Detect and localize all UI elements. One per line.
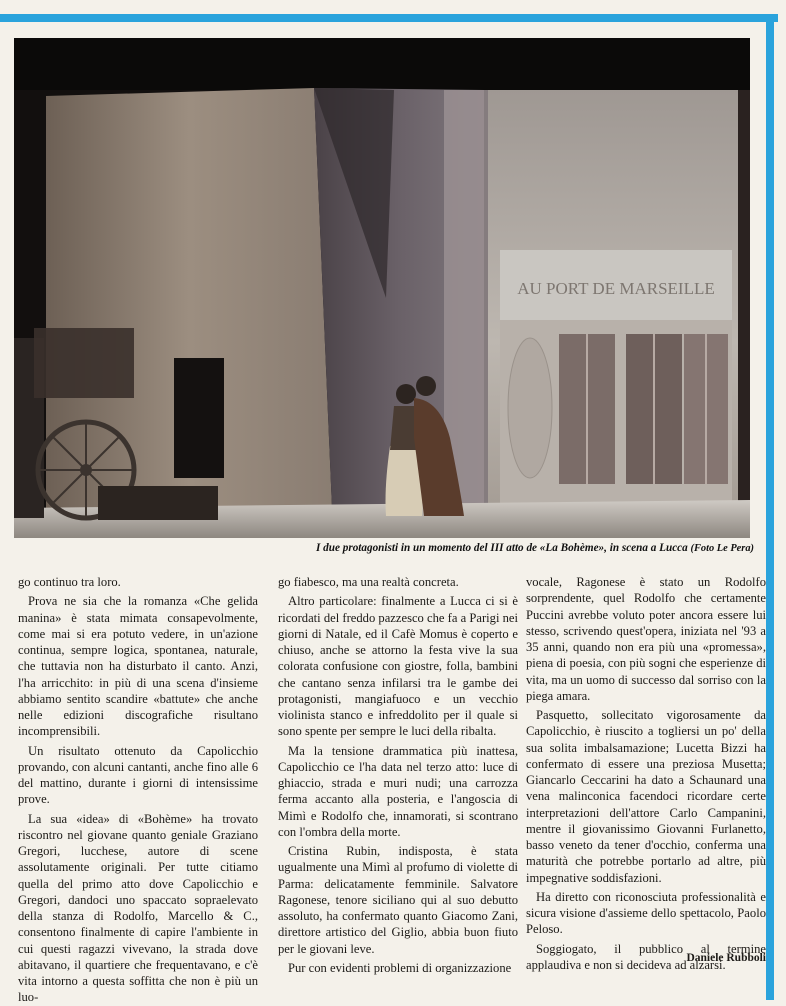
opera-stage-photo-icon bbox=[14, 38, 750, 538]
paragraph: go continuo tra loro. bbox=[18, 575, 121, 589]
blue-frame-right bbox=[766, 14, 774, 1000]
paragraph: Ma la tensione drammatica più inattesa, Capolicchio ce l'ha data nel terzo atto: luce di ghiaccio, strada e muri nudi; una carrozza ferma accanto alla posteria, e l'angoscia di Mimì e Rodolfo che, innamorati, si scontrano con l'ombra della morte. bbox=[278, 743, 518, 839]
paragraph: Pasquetto, sollecitato vigorosamente da Capolicchio, è riuscito a togliersi un po' della sua solita imbalsamazione; Lucetta Bizzi ha confermato di essere una preziosa Musetta; Giancarlo Ceccarini ha dato a Schaunard una vena malinconica facendoci ricordare certe interpretazioni dell'attore Carlo Campanini, mentre il giovanissimo Giovanni Furlanetto, basso veneto da tener d'occhio, conferma una maturità che potrebbe portarlo ad altre, più impegnative soddisfazioni. bbox=[526, 708, 766, 885]
paragraph: Altro particolare: finalmente a Lucca ci si è ricordati del freddo pazzesco che fa a Parigi nei giorni di Natale, ed il Cafè Momus è coperto e chiuso, anche se attorno la festa vive la sua colorata confusione con giostre, folla, bambini che cantano senza infilarsi tra le gambe dei protagonisti, mangiafuoco e un vecchio violinista stanco e infreddolito per il quale si sono spente per sempre le luci della ribalta. bbox=[278, 594, 518, 739]
cafe-sign-text: AU PORT DE MARSEILLE bbox=[517, 279, 715, 298]
article-column-1 bbox=[18, 574, 258, 1005]
paragraph: Pur con evidenti problemi di organizzazione bbox=[288, 960, 512, 975]
paragraph: Prova ne sia che la romanza «Che gelida manina» è stata mimata consapevolmente, come mai si era potuto vedere, in un'azione continua, sempre logica, spontanea, naturale, che tuttavia non ha disturbato il canto. Anzi, l'ha arricchito: in più di una scena d'insieme abbiamo sentito scandire «battute» che anche nelle edizioni discografiche risultano incomprensibili. bbox=[18, 594, 258, 739]
photo-credit: (Foto Le Pera) bbox=[690, 543, 754, 554]
article-column-3 bbox=[526, 574, 766, 974]
paragraph: La sua «idea» di «Bohème» ha trovato riscontro nel giovane quanto geniale Graziano Gregori, lucchese, autore di scene assolutamente originali. Per tutte citiamo quella del primo atto dove Capolicchio e Gregori, dandoci uno spaccato sopraelevato della stanza di Rodolfo, Marcello & C., consentono finalmente di capire l'ambiente in cui questi ragazzi vivevano, la strada dove abitavano, il quartiere che frequentavano, e c'è vita intorno a questa soffitta che non è più un luo- bbox=[18, 811, 258, 1005]
photo-caption bbox=[14, 542, 754, 562]
paragraph: Soggiogato, il pubblico al termine applaudiva e non si decideva ad alzarsi. bbox=[526, 941, 766, 972]
blue-frame-top bbox=[0, 14, 778, 22]
paragraph: Ha diretto con riconosciuta professionalità e sicura visione d'assieme dello spettacolo, Paolo Peloso. bbox=[526, 889, 766, 937]
article-column-2 bbox=[278, 574, 518, 974]
paragraph: vocale, Ragonese è stato un Rodolfo sorprendente, quel Rodolfo che certamente Puccini avrebbe voluto poter ancora essere lui stesso, scrivendo quest'opera, iniziata nel '93 a 35 anni, quando non era più una «promessa», piena di poesia, con più sogni che esperienze di vita, ma un uomo di successo dal sorriso con la piega amara. bbox=[526, 575, 766, 703]
caption-text: I due protagonisti in un momento del III atto de «La Bohème», in scena a Lucca bbox=[316, 542, 688, 554]
paragraph: Cristina Rubin, indisposta, è stata ugualmente una Mimì al profumo di violette di Parma: delicatamente femminile. Salvatore Ragonese, tenore siciliano qui al suo debutto assoluto, ha confermato quanto Giacomo Zani, direttore artistico del Giglio, abbia buon fiuto per le giovani leve. bbox=[278, 844, 518, 956]
author-signature: Daniele Rubboli bbox=[686, 952, 766, 964]
stage-photo bbox=[14, 38, 750, 538]
paragraph: Un risultato ottenuto da Capolicchio provando, con alcuni cantanti, anche fino alle 6 del mattino, durante i giorni di intensissime prove. bbox=[18, 743, 258, 807]
paragraph: go fiabesco, ma una realtà concreta. bbox=[278, 575, 459, 589]
